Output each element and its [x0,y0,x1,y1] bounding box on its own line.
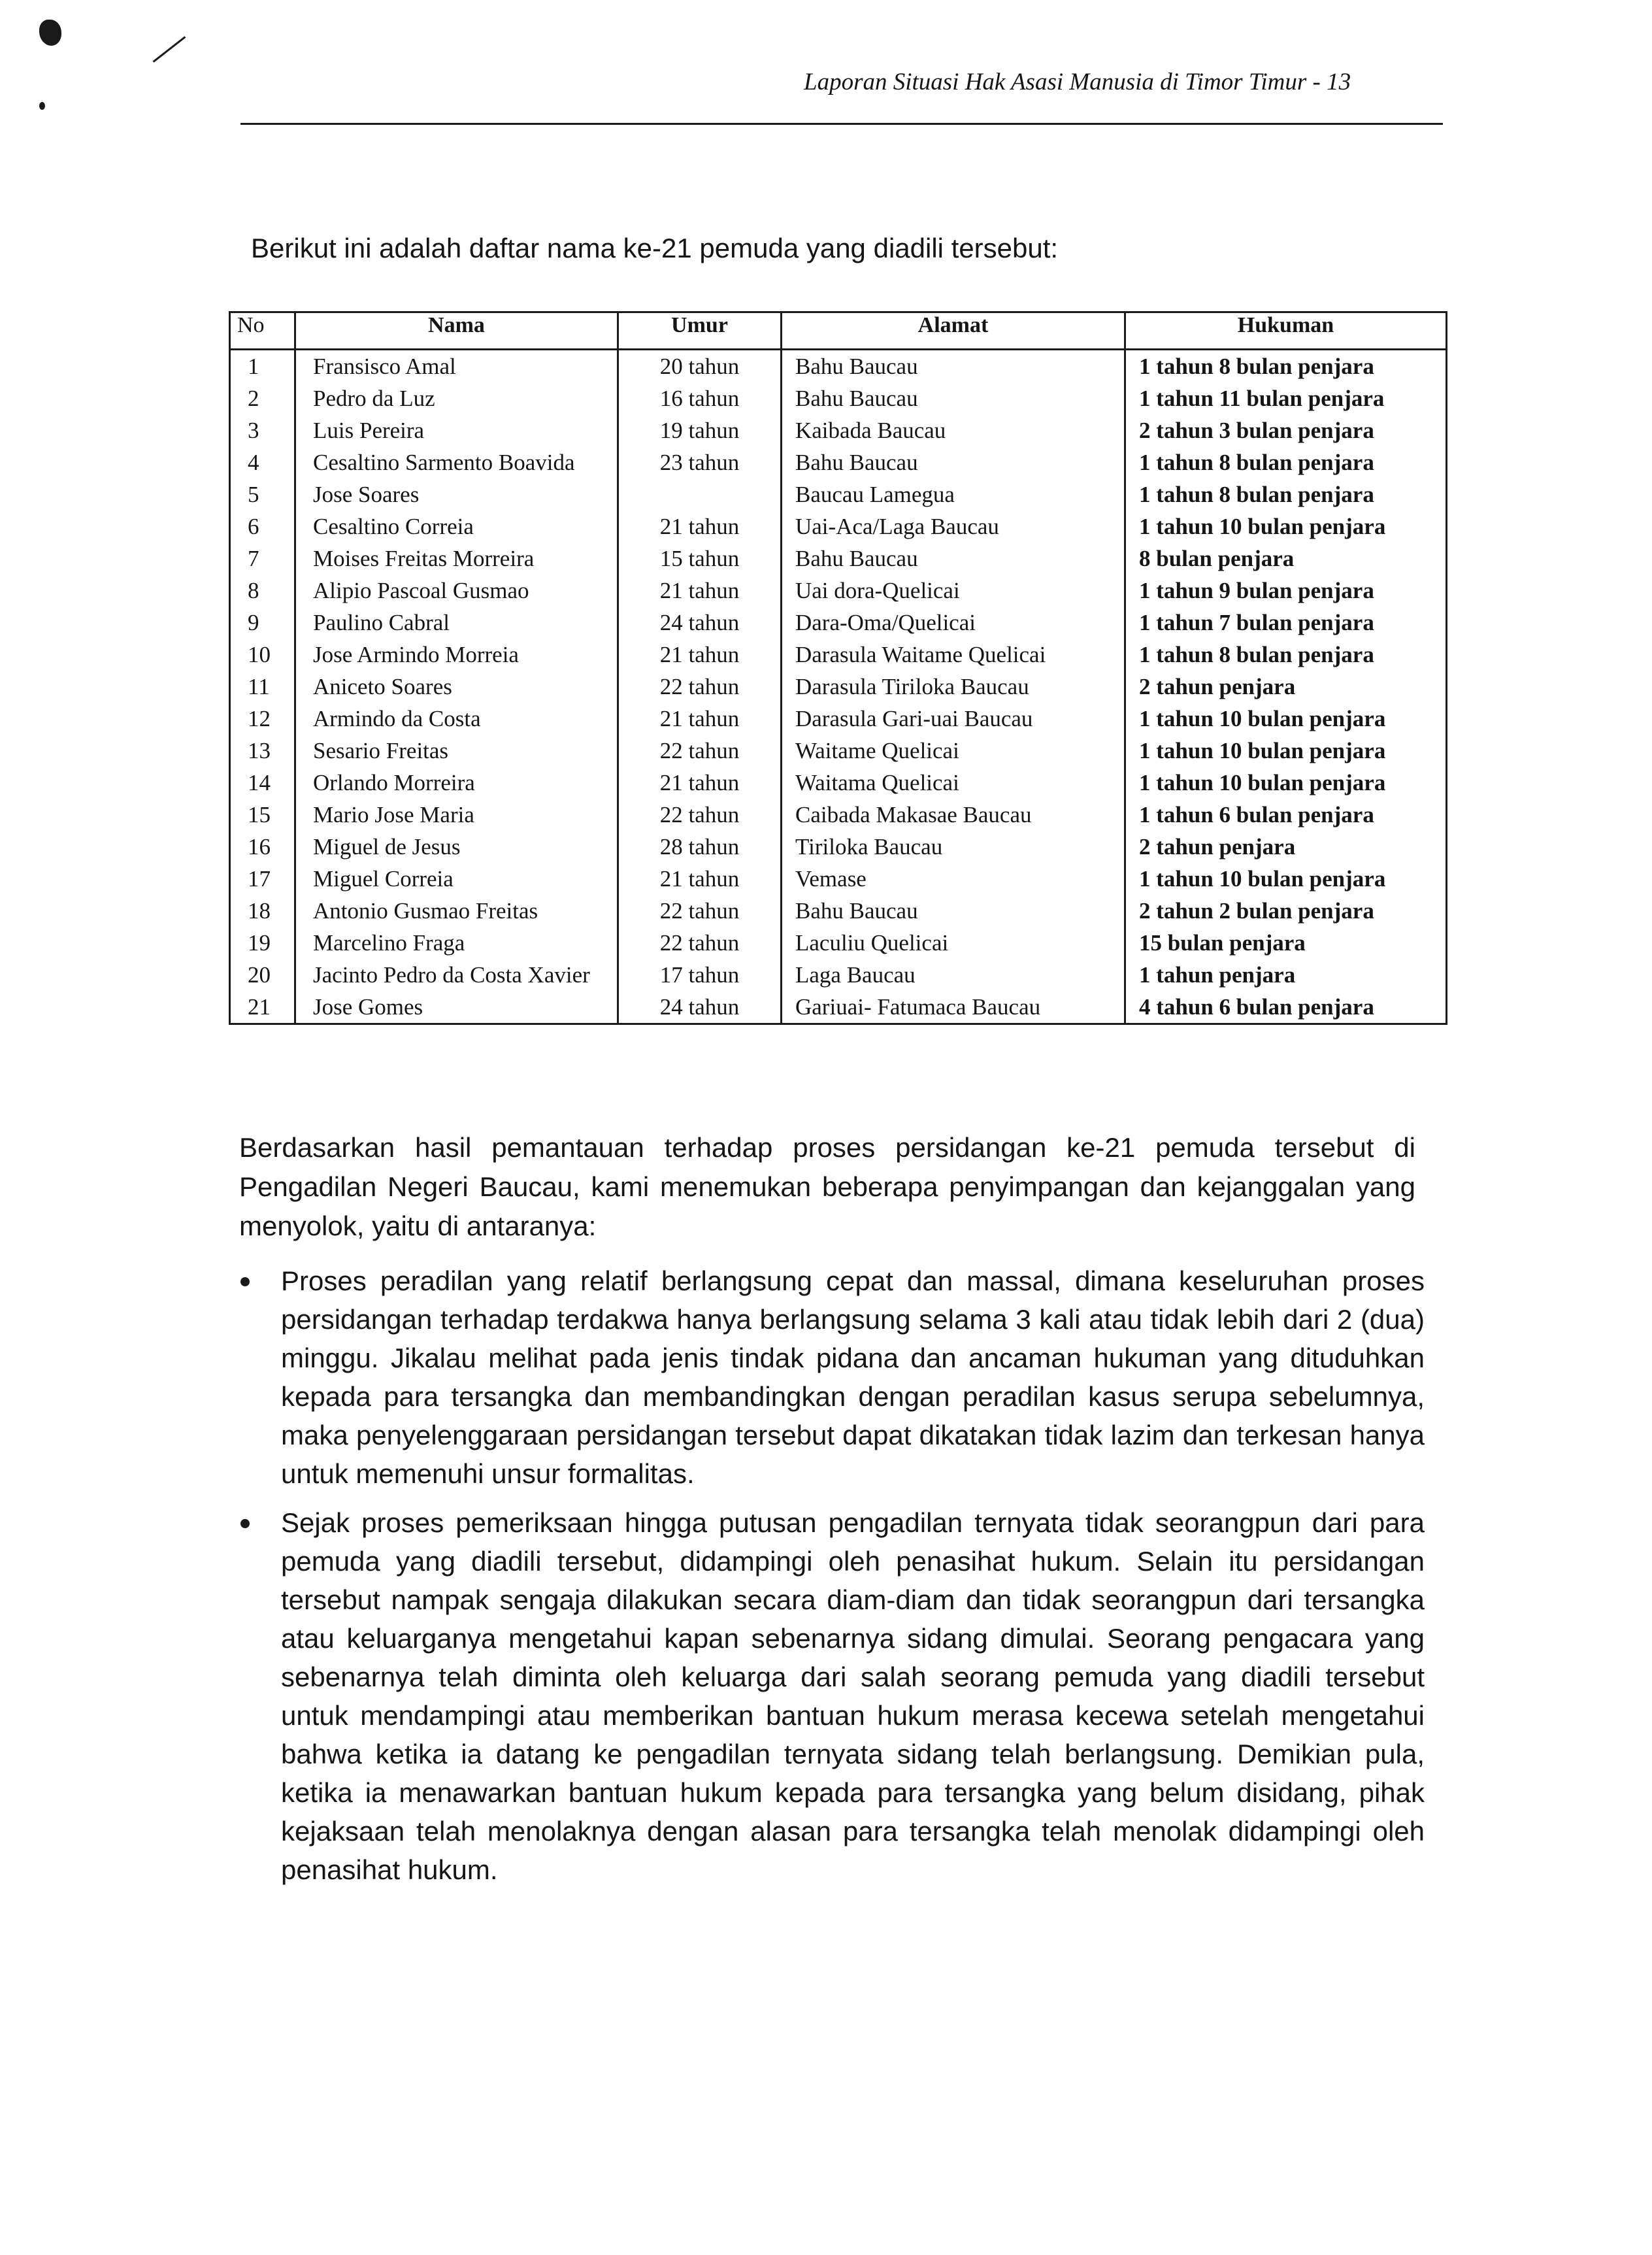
column-header-alamat: Alamat [782,312,1125,350]
table-row [230,895,1447,927]
cell-no: 18 [230,895,295,927]
table-row [230,703,1447,735]
cell-no: 10 [230,639,295,671]
column-header-nama: Nama [295,312,618,350]
cell-hukuman: 1 tahun 10 bulan penjara [1125,863,1447,895]
defendants-table [229,311,1446,1025]
table-row [230,639,1447,671]
cell-nama: Aniceto Soares [295,671,618,703]
cell-alamat: Bahu Baucau [782,446,1125,478]
list-item [222,1503,1425,1889]
cell-no: 19 [230,927,295,959]
cell-umur: 23 tahun [618,446,782,478]
cell-hukuman: 1 tahun 10 bulan penjara [1125,510,1447,543]
cell-hukuman: 1 tahun 6 bulan penjara [1125,799,1447,831]
cell-umur: 15 tahun [618,543,782,575]
cell-no: 6 [230,510,295,543]
cell-alamat: Bahu Baucau [782,350,1125,383]
cell-alamat: Baucau Lamegua [782,478,1125,510]
cell-hukuman: 2 tahun 3 bulan penjara [1125,414,1447,446]
table-row [230,735,1447,767]
cell-umur: 22 tahun [618,735,782,767]
cell-no: 12 [230,703,295,735]
cell-nama: Moises Freitas Morreira [295,543,618,575]
cell-no: 20 [230,959,295,991]
cell-no: 4 [230,446,295,478]
list-item-text: Proses peradilan yang relatif berlangsung cepat dan massal, dimana keseluruhan proses persidangan terhadap terdakwa hanya berlangsung selama 3 kali atau tidak lebih dari 2 (dua) minggu. Jikalau melihat pada jenis tindak pidana dan ancaman hukuman yang dituduhkan kepada para tersangka dan membandingkan dengan peradilan kasus serupa sebelumnya, maka penyelenggaraan persidangan tersebut dapat dikatakan tidak lazim dan terkesan hanya untuk memenuhi unsur formalitas. [281,1265,1425,1489]
cell-umur: 16 tahun [618,382,782,414]
table-row [230,831,1447,863]
table-row [230,863,1447,895]
column-header-no: No [230,312,295,350]
cell-no: 15 [230,799,295,831]
cell-alamat: Uai-Aca/Laga Baucau [782,510,1125,543]
cell-umur: 22 tahun [618,895,782,927]
cell-umur [618,478,782,510]
table-row [230,607,1447,639]
table-row [230,382,1447,414]
cell-hukuman: 8 bulan penjara [1125,543,1447,575]
table-row [230,543,1447,575]
cell-umur: 21 tahun [618,510,782,543]
table-row [230,927,1447,959]
cell-no: 13 [230,735,295,767]
cell-hukuman: 1 tahun 10 bulan penjara [1125,767,1447,799]
cell-umur: 21 tahun [618,703,782,735]
cell-nama: Alipio Pascoal Gusmao [295,575,618,607]
cell-alamat: Darasula Gari-uai Baucau [782,703,1125,735]
cell-nama: Pedro da Luz [295,382,618,414]
cell-alamat: Darasula Tiriloka Baucau [782,671,1125,703]
cell-alamat: Uai dora-Quelicai [782,575,1125,607]
cell-nama: Miguel Correia [295,863,618,895]
cell-hukuman: 1 tahun 8 bulan penjara [1125,639,1447,671]
table-row [230,991,1447,1024]
cell-nama: Sesario Freitas [295,735,618,767]
cell-nama: Paulino Cabral [295,607,618,639]
cell-no: 16 [230,831,295,863]
cell-umur: 22 tahun [618,927,782,959]
cell-no: 8 [230,575,295,607]
cell-hukuman: 1 tahun 7 bulan penjara [1125,607,1447,639]
cell-umur: 24 tahun [618,991,782,1024]
cell-alamat: Laga Baucau [782,959,1125,991]
findings-list [222,1261,1425,1899]
cell-hukuman: 2 tahun penjara [1125,671,1447,703]
cell-no: 14 [230,767,295,799]
cell-nama: Fransisco Amal [295,350,618,383]
cell-alamat: Laculiu Quelicai [782,927,1125,959]
cell-nama: Jacinto Pedro da Costa Xavier [295,959,618,991]
cell-no: 9 [230,607,295,639]
cell-umur: 21 tahun [618,863,782,895]
cell-nama: Armindo da Costa [295,703,618,735]
cell-umur: 21 tahun [618,639,782,671]
cell-hukuman: 1 tahun 8 bulan penjara [1125,350,1447,383]
cell-hukuman: 15 bulan penjara [1125,927,1447,959]
list-item-text: Sejak proses pemeriksaan hingga putusan pengadilan ternyata tidak seorangpun dari para pemuda yang diadili tersebut, didampingi oleh penasihat hukum. Selain itu persidangan tersebut nampak sengaja dilakukan secara diam-diam dan tidak seorangpun dari tersangka atau keluarganya mengetahui kapan sebenarnya sidang dimulai. Seorang pengacara yang sebenarnya telah diminta oleh keluarga dari salah seorang pemuda yang diadili tersebut untuk mendampingi atau memberikan bantuan hukum merasa kecewa setelah mengetahui bahwa ketika ia datang ke pengadilan ternyata sidang telah berlangsung. Demikian pula, ketika ia menawarkan bantuan hukum kepada para tersangka yang belum disidang, pihak kejaksaan telah menolaknya dengan alasan para tersangka telah menolak didampingi oleh penasihat hukum. [281,1507,1425,1885]
cell-umur: 20 tahun [618,350,782,383]
cell-alamat: Gariuai- Fatumaca Baucau [782,991,1125,1024]
cell-alamat: Bahu Baucau [782,382,1125,414]
cell-alamat: Caibada Makasae Baucau [782,799,1125,831]
bullet-icon [240,1519,250,1528]
cell-nama: Antonio Gusmao Freitas [295,895,618,927]
table-row [230,446,1447,478]
cell-hukuman: 2 tahun penjara [1125,831,1447,863]
cell-umur: 21 tahun [618,575,782,607]
running-header: Laporan Situasi Hak Asasi Manusia di Timor Timur - 13 [804,69,1351,95]
cell-no: 1 [230,350,295,383]
cell-hukuman: 1 tahun 11 bulan penjara [1125,382,1447,414]
cell-nama: Jose Gomes [295,991,618,1024]
table-row [230,350,1447,383]
cell-umur: 21 tahun [618,767,782,799]
cell-nama: Cesaltino Sarmento Boavida [295,446,618,478]
cell-alamat: Dara-Oma/Quelicai [782,607,1125,639]
cell-alamat: Waitama Quelicai [782,767,1125,799]
cell-alamat: Darasula Waitame Quelicai [782,639,1125,671]
cell-nama: Miguel de Jesus [295,831,618,863]
cell-umur: 22 tahun [618,671,782,703]
cell-umur: 28 tahun [618,831,782,863]
table-row [230,575,1447,607]
scan-mark [39,20,61,46]
cell-umur: 17 tahun [618,959,782,991]
column-header-hukuman: Hukuman [1125,312,1447,350]
cell-alamat: Kaibada Baucau [782,414,1125,446]
cell-no: 3 [230,414,295,446]
cell-nama: Marcelino Fraga [295,927,618,959]
cell-nama: Jose Armindo Morreia [295,639,618,671]
cell-no: 17 [230,863,295,895]
scan-mark [39,102,45,110]
cell-hukuman: 1 tahun 9 bulan penjara [1125,575,1447,607]
cell-alamat: Bahu Baucau [782,543,1125,575]
cell-no: 2 [230,382,295,414]
cell-hukuman: 1 tahun 10 bulan penjara [1125,703,1447,735]
cell-nama: Cesaltino Correia [295,510,618,543]
list-item [222,1261,1425,1493]
cell-hukuman: 4 tahun 6 bulan penjara [1125,991,1447,1024]
table-row [230,414,1447,446]
cell-nama: Orlando Morreira [295,767,618,799]
cell-nama: Jose Soares [295,478,618,510]
cell-no: 7 [230,543,295,575]
cell-hukuman: 2 tahun 2 bulan penjara [1125,895,1447,927]
table-row [230,959,1447,991]
cell-hukuman: 1 tahun 8 bulan penjara [1125,478,1447,510]
column-header-umur: Umur [618,312,782,350]
cell-nama: Luis Pereira [295,414,618,446]
intro-text: Berikut ini adalah daftar nama ke-21 pemuda yang diadili tersebut: [251,233,1059,263]
cell-hukuman: 1 tahun 8 bulan penjara [1125,446,1447,478]
cell-no: 5 [230,478,295,510]
bullet-icon [240,1277,250,1286]
table-row [230,478,1447,510]
cell-no: 21 [230,991,295,1024]
cell-umur: 19 tahun [618,414,782,446]
table-row [230,799,1447,831]
header-rule [240,123,1443,125]
findings-paragraph: Berdasarkan hasil pemantauan terhadap proses persidangan ke-21 pemuda tersebut di Pengadilan Negeri Baucau, kami menemukan beberapa penyimpangan dan kejanggalan yang menyolok, yaitu di antaranya: [239,1132,1415,1241]
cell-umur: 22 tahun [618,799,782,831]
table-row [230,767,1447,799]
cell-hukuman: 1 tahun penjara [1125,959,1447,991]
cell-no: 11 [230,671,295,703]
table-row [230,510,1447,543]
cell-alamat: Tiriloka Baucau [782,831,1125,863]
cell-alamat: Vemase [782,863,1125,895]
cell-hukuman: 1 tahun 10 bulan penjara [1125,735,1447,767]
table-header-row [230,312,1447,350]
scan-mark [153,36,186,63]
cell-umur: 24 tahun [618,607,782,639]
table-row [230,671,1447,703]
cell-alamat: Bahu Baucau [782,895,1125,927]
cell-alamat: Waitame Quelicai [782,735,1125,767]
cell-nama: Mario Jose Maria [295,799,618,831]
